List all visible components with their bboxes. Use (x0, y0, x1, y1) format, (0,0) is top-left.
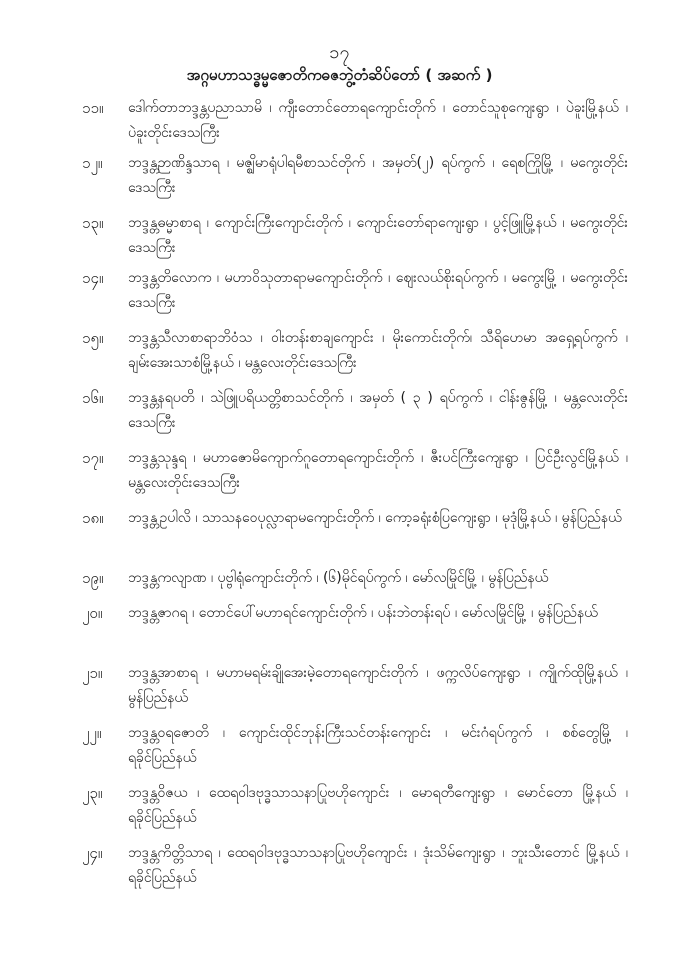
entry-number: ၂၀။ (82, 604, 103, 622)
entry-text: ဘဒ္ဒန္တကလျာဏ ၊ ပုဗ္ဗါရုံကျောင်းတိုက် ၊ (၆)မိုင်ရပ်ကွက် ၊ မော်လမြိုင်မြို့ ၊ မွန်ပြည်နယ် (128, 570, 549, 586)
entry-number: ၁၃။ (82, 214, 104, 232)
entry-text: ဘဒ္ဒန္တသီလာစာရာဘိဝံသ ၊ ဝါးတန်းစာချကျောင်း ၊ မိုးကောင်းတိုက်၊ သီရိဟေမာ အရှေ့ရပ်ကွက် ၊ချမ်းအေးသာစံမြို့နယ် ၊ မန္တလေးတိုင်းဒေသကြီး (128, 330, 628, 371)
entry-number: ၁၈။ (82, 509, 104, 527)
entry-text: ဘဒ္ဒန္တတိလောက ၊ မဟာဝိသုတာရာမကျောင်းတိုက် ၊ ဈေးလယ်စိုးရပ်ကွက် ၊ မကွေးမြို့ ၊ မကွေးတိုင်းဒေသကြီး (128, 270, 628, 311)
entry-number: ၁၆။ (82, 389, 104, 407)
entry-number: ၂၂။ (82, 724, 102, 742)
entry-text: ဘဒ္ဒန္တဉာဏိန္ဒသာရ ၊ မဇ္ဈိမာရုံပါရမီစာသင်တိုက် ၊ အမှတ်(၂) ရပ်ကွက် ၊ ရေစကြိုမြို့ ၊ မကွေးတိုင်းဒေသကြီး (128, 155, 628, 196)
entry-text: ဘဒ္ဒန္တဝရဇောတိ ၊ ကျောင်းထိုင်ဘုန်းကြီးသင်တန်းကျောင်း ၊ မင်းဂံရပ်ကွက် ၊ စစ်တွေမြို့ ၊ ရခိုင်ပြည်နယ် (128, 725, 628, 766)
entry-text: ဘဒ္ဒန္တနရပတိ ၊ သဲဖြူပရိယတ္တိစာသင်တိုက် ၊ အမှတ် ( ၃ ) ရပ်ကွက် ၊ ငါန်းဇွန်မြို့ ၊ မန္တလေးတိုင်းဒေသကြီး (128, 390, 628, 431)
entry-number: ၁၇။ (82, 449, 104, 467)
entry-number: ၂၄။ (82, 844, 103, 862)
entry-text: ဘဒ္ဒန္တသုန္ဒရ ၊ မဟာဇောမိကျောက်ဂူတောရကျောင်းတိုက် ၊ ဇီးပင်ကြီးကျေးရွာ ၊ ပြင်ဦးလွင်မြို့နယ် ၊ မန္တလေးတိုင်းဒေသကြီး (128, 450, 628, 491)
entry-text: ဘဒ္ဒန္တဇာဂရ ၊ တောင်ပေါ်မဟာရင်ကျောင်းတိုက် ၊ ပန်းဘဲတန်းရပ် ၊ မော်လမြိုင်မြို့ ၊ မွန်ပြည်နယ် (128, 605, 598, 621)
entry-number: ၂၃။ (82, 784, 103, 802)
entry-text: ဘဒ္ဒန္တအာစာရ ၊ မဟာမရမ်းချိုအေးမဲ့တောရကျောင်းတိုက် ၊ ဖက္ကလိပ်ကျေးရွာ ၊ ကျိုက်ထိုမြို့နယ် ၊ မွန်ပြည်နယ် (128, 665, 628, 706)
page-number: ၁၇ (329, 42, 350, 63)
entry-text: ဘဒ္ဒန္တဓမ္မာစာရ ၊ ကျောင်းကြီးကျောင်းတိုက် ၊ ကျောင်းတော်ရာကျေးရွာ ၊ ပွင့်ဖြူမြို့နယ် ၊ မကွေးတိုင်းဒေသကြီး (128, 215, 628, 256)
entry-number: ၁၄။ (82, 269, 104, 287)
page-title: အဂ္ဂမဟာသဒ္ဓမ္မဇောတိကဓဇဘွဲ့တံဆိပ်တော် ( အဆက် ) (186, 66, 493, 84)
entry-number: ၁၉။ (82, 569, 104, 587)
entry-number: ၂၁။ (82, 664, 103, 682)
entry-text: ဘဒ္ဒန္တဝိဇယ ၊ ထေရဝါဒဗုဒ္ဓသာသနာပြုဗဟိုကျောင်း ၊ မောရတီကျေးရွာ ၊ မောင်တော မြို့နယ် ၊ ရခိုင်ပြည်နယ် (128, 785, 628, 826)
entry-text: ဒေါက်တာဘဒ္ဒန္တပညာသာမိ ၊ ကျီးတောင်တောရကျောင်းတိုက် ၊ တောင်သူစုကျေးရွာ ၊ ပဲခူးမြို့နယ် ၊ ပဲခူးတိုင်းဒေသကြီး (128, 100, 628, 141)
entry-number: ၁၁။ (82, 99, 104, 117)
entry-number: ၁၅။ (82, 329, 104, 347)
entry-number: ၁၂။ (82, 154, 103, 172)
entry-text: ဘဒ္ဒန္တကိတ္တိသာရ ၊ ထေရဝါဒဗုဒ္ဓသာသနာပြုဗဟိုကျောင်း ၊ ဒုံးသိမ်ကျေးရွာ ၊ ဘူးသီးတောင် မြို့နယ် ၊ ရခိုင်ပြည်နယ် (128, 845, 628, 886)
entry-text: ဘဒ္ဒန္တဥပါလိ ၊ သာသနဝေပုလ္လာရာမကျောင်းတိုက် ၊ ကော့ခရုံးစံပြကျေးရွာ ၊ မုဒုံမြို့နယ် ၊ မွန်ပြည်နယ် (128, 510, 622, 526)
